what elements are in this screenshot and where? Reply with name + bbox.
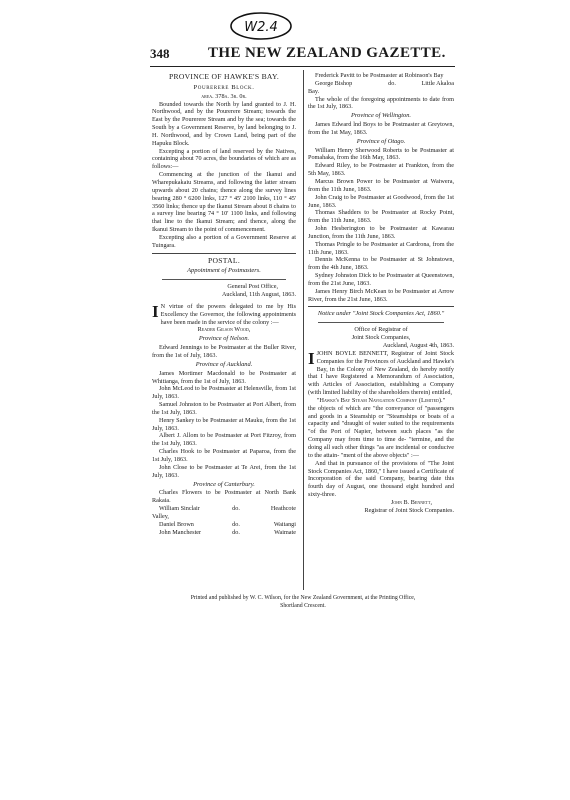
list-item: Dennis McKenna to be Postmaster at St Johnstown, from the 4th June, 1863. [308, 256, 454, 272]
row-ditto: do. [388, 79, 396, 87]
row-name: William Sinclair [159, 505, 200, 513]
right-column [308, 72, 454, 515]
row-ditto [214, 513, 244, 521]
office-line: Joint Stock Companies, [351, 334, 411, 342]
row-place [244, 513, 296, 521]
row-place: Waimate [274, 528, 296, 536]
company-name: "Hawke's Bay Steam Navigation Company (Limited)." [316, 396, 446, 404]
list-item: Thomas Pringle to be Postmaster at Cardrona, from the 11th June, 1863. [308, 240, 454, 256]
stamp-oval-icon [228, 10, 294, 42]
list-item: Frederick Pavitt to be Postmaster at Robinson's Bay [315, 72, 444, 79]
certificate-paragraph: And that in pursuance of the provisions of "The Joint Stock Companies Act, 1860," I have issued a Certificate of Incorporation of the said Company, bearing date this fourth day of August, one thousand eight hundred and sixty-three. [308, 459, 454, 499]
list-item: Albert J. Allom to be Postmaster at Port Fitzroy, from the 1st July, 1863. [152, 432, 296, 448]
list-item: John Hesberington to be Postmaster at Kawarau Junction, from the 11th June, 1863. [308, 225, 454, 240]
intro-text: N virtue of the powers delegated to me by His Excellency the Governor, the following appointments have been made in the service of the colony :— [160, 302, 296, 326]
list-item: John Close to be Postmaster at Te Arei, from the 1st July, 1863. [152, 463, 296, 479]
survey-paragraph: Commencing at the junction of the Ikanui and Wharepukakaiu Streams, and following the latter stream upwards about 20 chains; thence along the survey lines bearing 280 ° 6200 links, 127 ° 45' 2100 links, 110 ° 45' 3560 links; thence up the Ikanui Stream about 8 chains to a survey line bearing 74 ° 10' 1100 links, and following that line to the Ikanui Stream; and thence, along the Ikanui Stream to the point of commencement. [152, 171, 296, 234]
signatory: Reader Gilson Wood, [197, 326, 251, 334]
row-name: Valley, [152, 512, 169, 520]
list-item: Charles Flowers to be Postmaster at North Bank Rakaia. [152, 489, 296, 505]
appointment-heading: Appointment of Postmasters. [187, 267, 261, 275]
list-item: Charles Hook to be Postmaster at Paparoa, from the 1st July, 1863. [152, 448, 296, 463]
boundary-paragraph: Bounded towards the North by land granted to J. H. Northwood, and by the Pourerere Stream; towards the East by the Pourerere Stream and by the sea; towards the South by a Government Reserve, by land belonging to J. H. Northwood, and by Crown Land, being part of the Hapuku Block. [152, 100, 296, 147]
row-name: John Manchester [159, 528, 202, 536]
list-item: John Craig to be Postmaster at Goodwood, from the 1st June, 1863. [308, 193, 454, 209]
header-rule [150, 66, 455, 67]
list-item: Henry Sankey to be Postmaster at Mauku, from the 1st July, 1863. [152, 416, 296, 432]
page-header [150, 42, 570, 64]
gazette-title: THE NEW ZEALAND GAZETTE. [208, 45, 446, 61]
row-ditto: do. [232, 528, 240, 536]
auckland-heading: Province of Auckland. [195, 360, 253, 368]
row-place: Little Akaloa [421, 79, 454, 87]
canterbury-heading: Province of Canterbury. [193, 480, 255, 488]
summary-paragraph: The whole of the foregoing appointments to date from the 1st July, 1863. [308, 95, 454, 111]
section-divider [152, 253, 296, 254]
list-item: James Mortimer Macdonald to be Postmaster at Whitianga, from the 1st of July, 1863. [152, 369, 296, 385]
table-row [152, 505, 296, 513]
stamp-text: W2.4 [244, 20, 278, 35]
row-continuation: Bay. [308, 87, 320, 95]
imprint-line: Printed and published by W. C. Wilson, for the New Zealand Government, at the Printing Office, [190, 595, 416, 601]
list-item: Thomas Shadders to be Postmaster at Rocky Point, from the 11th June, 1863. [308, 209, 454, 225]
wellington-heading: Province of Wellington. [350, 112, 412, 120]
registrar-title: Registrar of Joint Stock Companies. [364, 506, 454, 514]
list-item: Marcus Brown Power to be Postmaster at Waiwera, from the 11th June, 1863. [308, 177, 454, 193]
short-rule [162, 279, 286, 280]
block-name: Pourerere Block. [193, 83, 255, 91]
office-date: Auckland, August 4th, 1863. [382, 342, 454, 349]
nelson-heading: Province of Nelson. [198, 335, 250, 343]
list-item: James Edward lnd Boys to be Postmaster at Greytown, from the 1st May, 1863. [308, 121, 454, 136]
post-office-line: General Post Office, [227, 283, 278, 291]
list-item: Edward Jennings to be Postmaster at the Buller River, from the 1st of July, 1863. [152, 344, 296, 359]
list-item: Edward Riley, to be Postmaster at Frankton, from the 5th May, 1863. [308, 162, 454, 178]
short-rule [318, 322, 444, 323]
row-name: Daniel Brown [159, 520, 194, 528]
list-item: William Henry Sherwood Roberts to be Postmaster at Pomahaka, from the 16th May, 1863. [308, 146, 454, 162]
otago-heading: Province of Otago. [356, 137, 406, 145]
postal-heading: POSTAL. [207, 255, 241, 265]
notice-heading: Notice under "Joint Stock Companies Act, 1860." [317, 310, 445, 318]
row-ditto: do. [232, 505, 240, 513]
table-row [152, 529, 296, 537]
list-item: James Henry Birch McKean to be Postmaster at Arrow River, from the 21st June, 1863. [308, 287, 454, 303]
area-line: area. 378a. 3r. 0r. [201, 92, 247, 100]
list-item: Samuel Johnston to be Postmaster at Port Albert, from the 1st July, 1863. [152, 401, 296, 416]
reserve-paragraph: Excepting also a portion of a Government Reserve at Tuingara. [152, 233, 296, 249]
objects-paragraph: the objects of which are "the conveyance of "passengers and goods in a Steamship or "Steamships or boats of a capacity and "draught of water suited to the requirements "of the Port of Napier, between such places "as the Company may from time to time de- "termine, and the doing all such other things "as are incidental or conducive to the attain- "ment of the above objects" :— [308, 404, 454, 459]
row-name: George Bishop [315, 79, 353, 87]
row-place: Waitangi [273, 520, 296, 528]
left-column [152, 72, 296, 536]
registrar-name: John B. Bennett, [390, 498, 432, 506]
drop-cap: I [152, 301, 159, 321]
province-heading: PROVINCE OF HAWKE'S BAY. [168, 72, 280, 81]
list-item: Sydney Johnston Dick to be Postmaster at Queenstown, from the 21st June, 1863. [308, 272, 454, 287]
table-row [308, 80, 454, 88]
row-ditto: do. [232, 520, 240, 528]
exception-paragraph: Excepting a portion of land reserved by the Natives, containing about 70 acres, the boundaries of which are as follows:— [152, 147, 296, 171]
drop-cap: I [308, 348, 315, 368]
table-row [152, 513, 296, 521]
row-place: Heathcote [270, 505, 296, 513]
handwritten-stamp [228, 10, 294, 42]
imprint-line: Shortland Crescent. [280, 602, 326, 609]
table-row [152, 521, 296, 529]
intro-paragraph [152, 303, 296, 327]
post-office-date: Auckland, 11th August, 1863. [221, 291, 296, 299]
notice-paragraph [308, 350, 454, 397]
section-divider [308, 306, 454, 307]
imprint-footer [152, 595, 454, 610]
page-number: 348 [150, 46, 170, 61]
list-item: John McLeod to be Postmaster at Helensville, from 1st July, 1863. [152, 385, 296, 401]
notice-text: JOHN BOYLE BENNETT, Registrar of Joint Stock Companies for the Provinces of Auckland and Hawke's Bay, in the Colony of New Zealand, do hereby notify that I have Registered a Memorandum of Association, with Articles of Association, establishing a Company (with limited liability of the shareholders therein) entitled, [308, 349, 454, 397]
office-line: Office of Registrar of [354, 326, 408, 334]
column-divider [303, 70, 304, 590]
